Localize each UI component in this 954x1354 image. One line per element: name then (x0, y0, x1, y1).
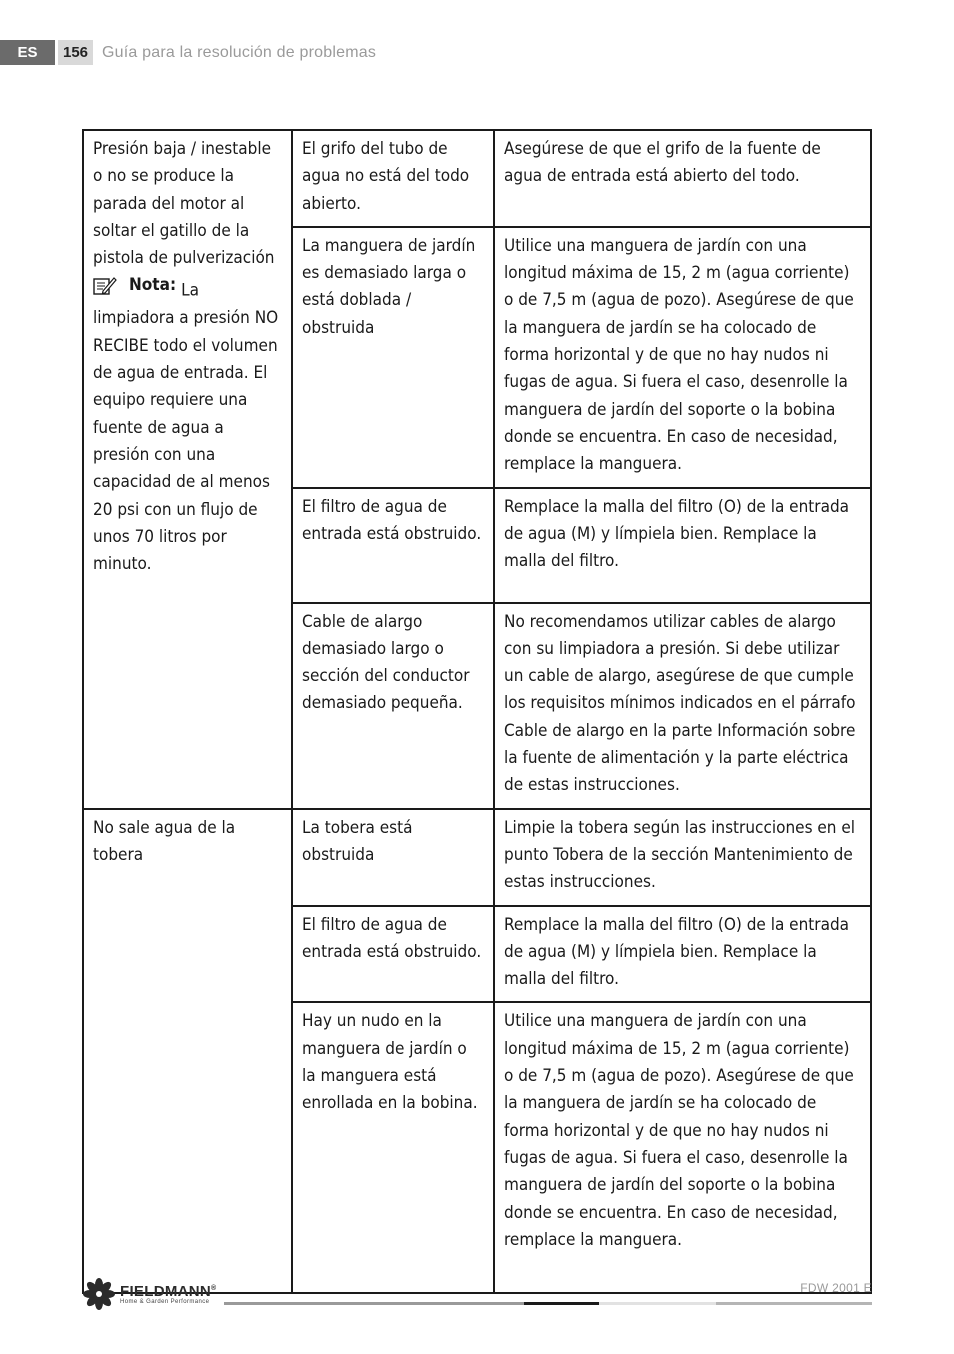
table-row (83, 809, 871, 906)
troubleshooting-table (82, 129, 872, 1294)
brand-name: FIELDMANN® (120, 1283, 217, 1300)
brand-tagline: Home & Garden Performance (120, 1299, 210, 1305)
cause-cell: El grifo del tubo de agua no está del todo abierto. (292, 130, 494, 227)
footer-bar-segment (716, 1302, 872, 1305)
footer-bar-segment (599, 1302, 716, 1305)
problem-cell (83, 130, 292, 809)
table-row (83, 130, 871, 227)
page-header (0, 40, 376, 65)
cause-cell: El filtro de agua de entrada está obstruido. (292, 906, 494, 1003)
solution-cell: Utilice una manguera de jardín con una longitud máxima de 15, 2 m (agua corriente) o de 7,5 m (agua de pozo). Asegúrese de que la manguera de jardín se ha colocado de forma horizontal y de que no hay nudos ni fugas de agua. Si fuera el caso, desenrolle la manguera de jardín del soporte o la bobina donde se encuentra. En caso de necesidad, remplace la manguera. (494, 1002, 871, 1293)
cause-cell: Cable de alargo demasiado largo o sección del conductor demasiado pequeña. (292, 603, 494, 809)
note-pencil-icon (93, 276, 117, 296)
solution-cell: Limpie la tobera según las instrucciones en el punto Tobera de la sección Mantenimiento de estas instrucciones. (494, 809, 871, 906)
language-badge: ES (0, 40, 55, 65)
solution-cell: Remplace la malla del filtro (O) de la entrada de agua (M) y límpiela bien. Remplace la malla del filtro. (494, 906, 871, 1003)
solution-cell: Utilice una manguera de jardín con una longitud máxima de 15, 2 m (agua corriente) o de 7,5 m (agua de pozo). Asegúrese de que la manguera de jardín se ha colocado de forma horizontal y de que no hay nudos ni fugas de agua. Si fuera el caso, desenrolle la manguera de jardín del soporte o la bobina donde se encuentra. En caso de necesidad, remplace la manguera. (494, 227, 871, 488)
solution-cell: Remplace la malla del filtro (O) de la entrada de agua (M) y límpiela bien. Remplace la malla del filtro. (494, 488, 871, 603)
solution-cell: No recomendamos utilizar cables de alargo con su limpiadora a presión. Si debe utilizar un cable de alargo, asegúrese de que cumple los requisitos mínimos indicados en el párrafo Cable de alargo en la parte Información sobre la fuente de alimentación y la parte eléctrica de estas instrucciones. (494, 603, 871, 809)
cause-cell: La manguera de jardín es demasiado larga o está doblada / obstruida (292, 227, 494, 488)
cause-cell: La tobera está obstruida (292, 809, 494, 906)
problem-cell: No sale agua de la tobera (83, 809, 292, 1294)
page-number: 156 (58, 40, 93, 65)
problem-text: Presión baja / inestable o no se produce la parada del motor al soltar el gatillo de la pistola de pulverización (93, 139, 275, 269)
note-text: La limpiadora a presión NO RECIBE todo el volumen de agua de entrada. El equipo requiere una fuente de agua a presión con una capacidad de al menos 20 psi con un flujo de unos 70 litros por minuto. (93, 281, 279, 575)
page-footer (82, 1278, 872, 1308)
fan-flower-logo-icon (82, 1278, 116, 1310)
model-number: FDW 2001 E (800, 1281, 872, 1295)
note-label: Nota: (129, 275, 177, 296)
cause-cell: Hay un nudo en la manguera de jardín o la manguera está enrollada en la bobina. (292, 1002, 494, 1293)
note-block (93, 272, 283, 578)
footer-bar-segment (224, 1302, 524, 1305)
brand-logo (82, 1278, 217, 1310)
section-title: Guía para la resolución de problemas (102, 43, 377, 61)
cause-cell: El filtro de agua de entrada está obstruido. (292, 488, 494, 603)
solution-cell: Asegúrese de que el grifo de la fuente de agua de entrada está abierto del todo. (494, 130, 871, 227)
footer-bar-segment (524, 1302, 599, 1305)
